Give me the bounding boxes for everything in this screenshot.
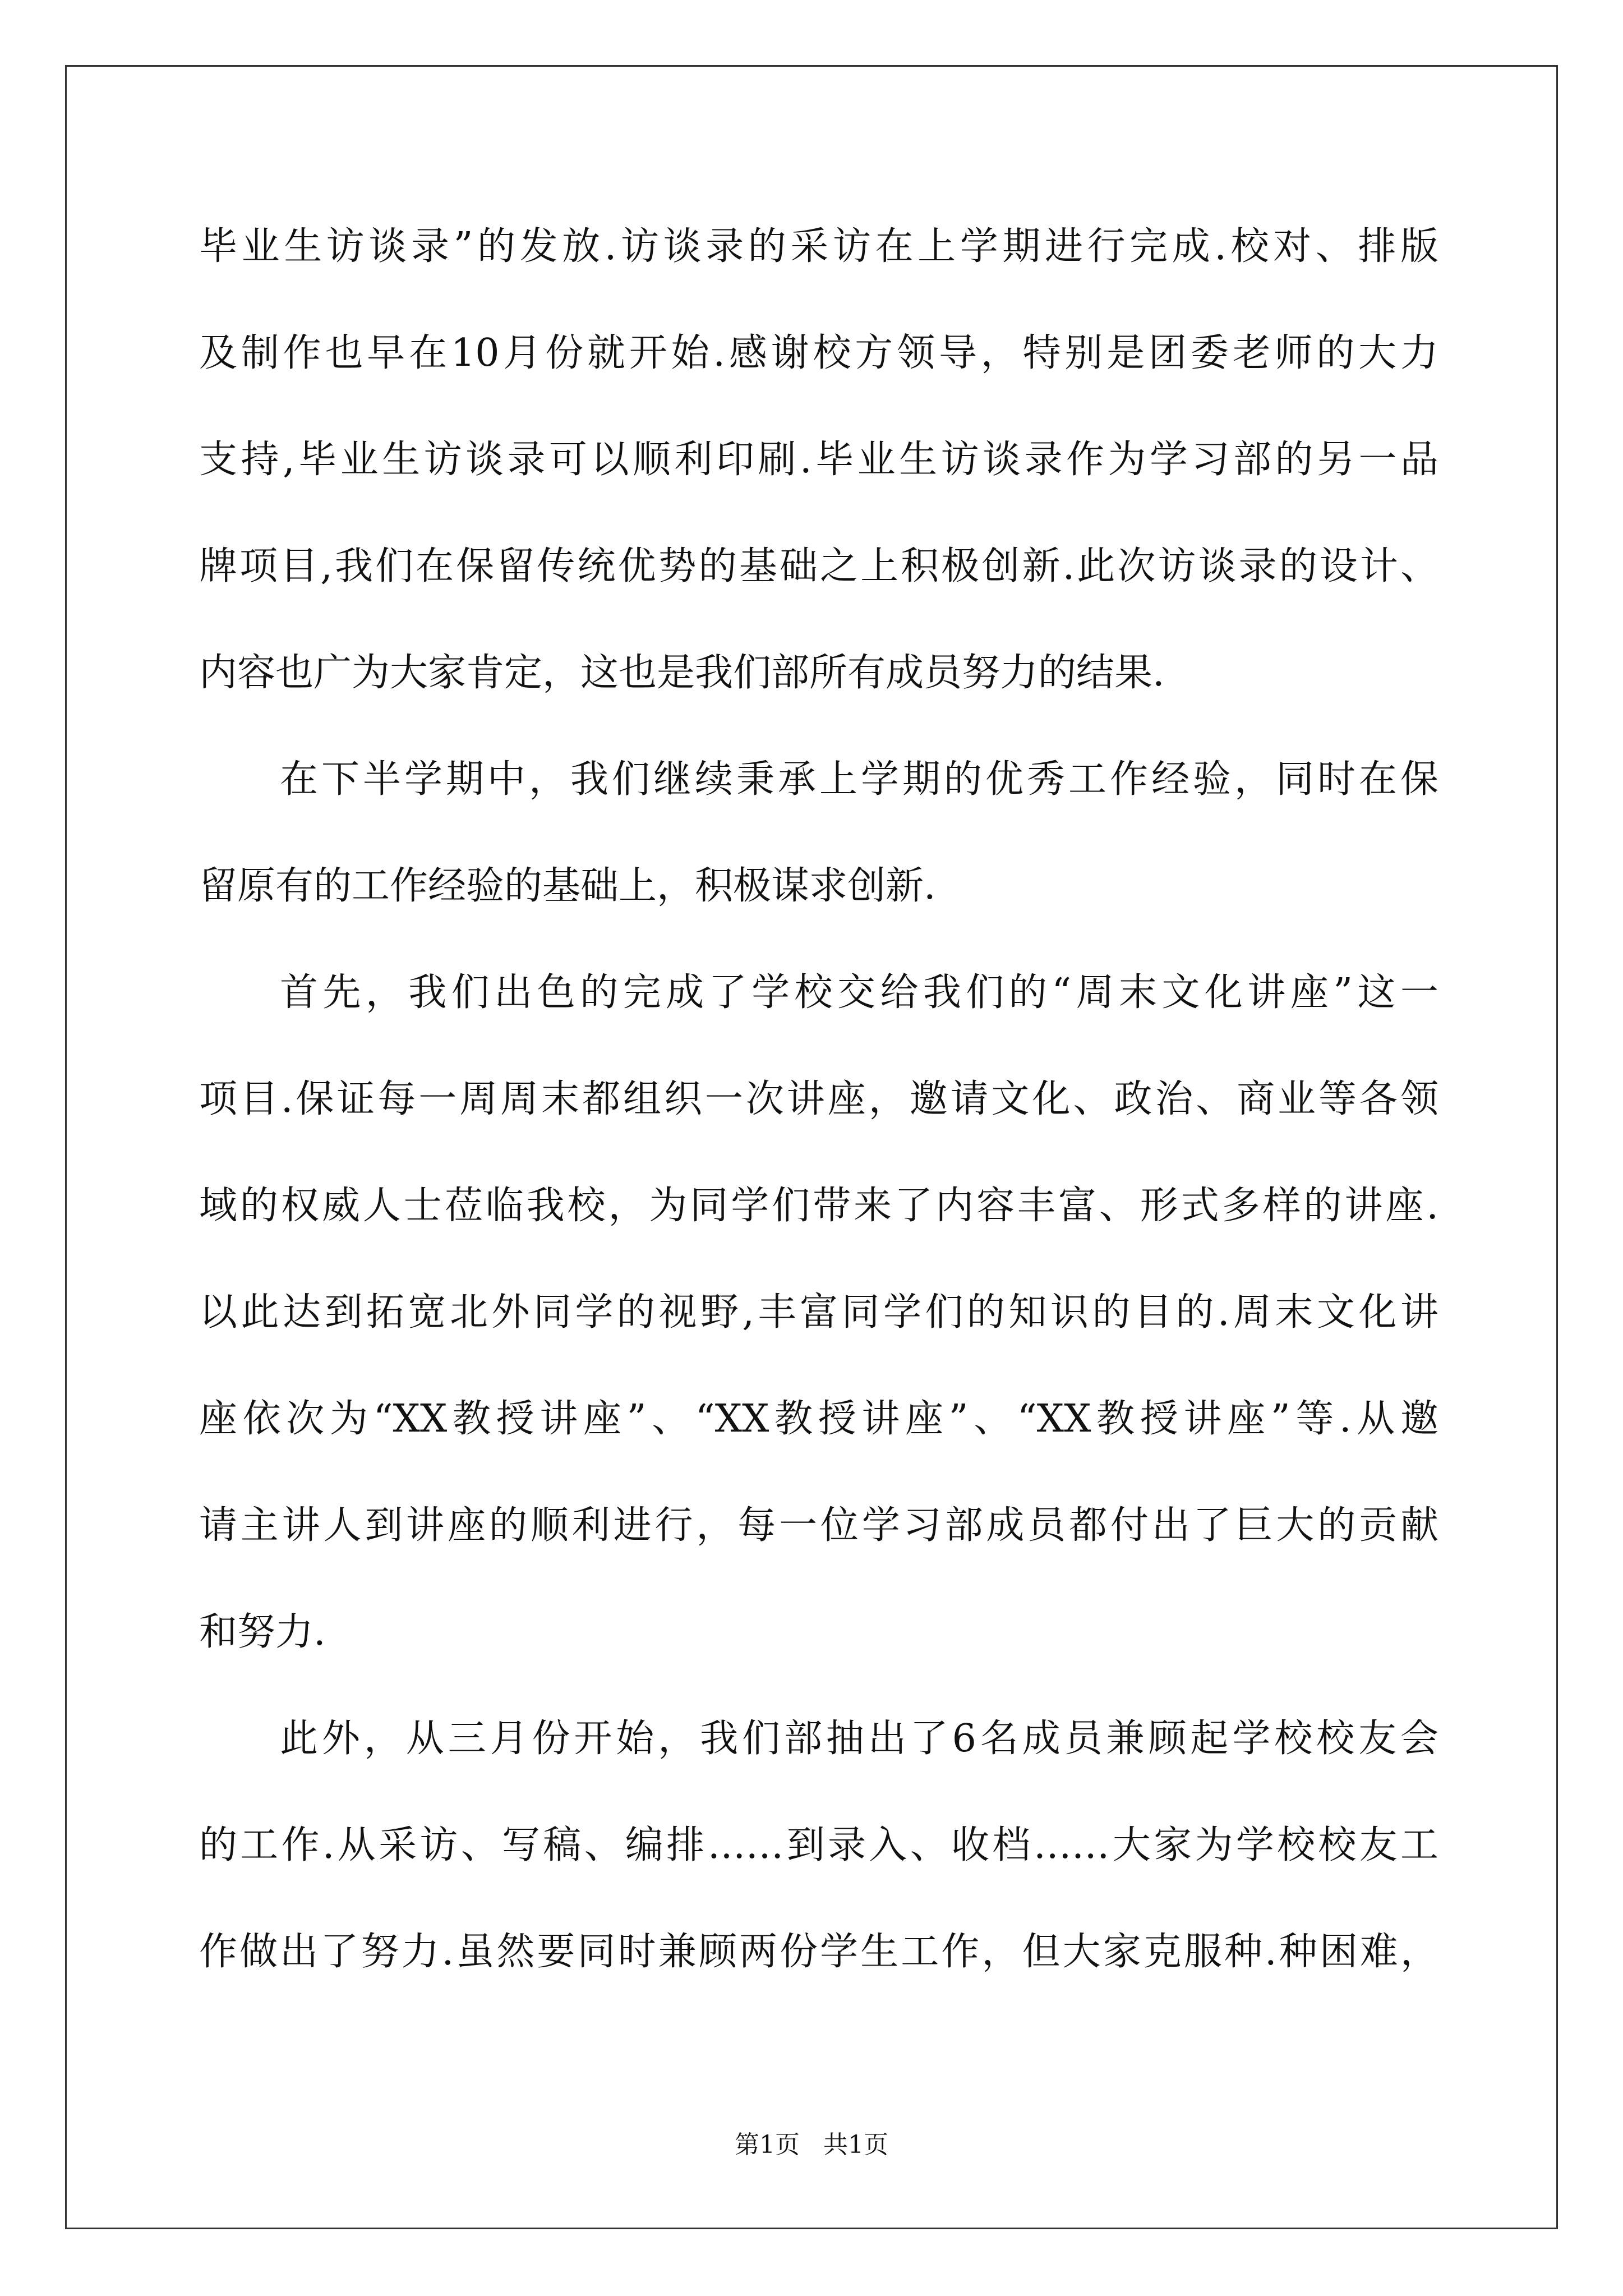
text-line: 留原有的工作经验的基础上，积极谋求创新. [199, 864, 936, 908]
text-line: 以此达到拓宽北外同学的视野,丰富同学们的知识的目的.周末文化讲 [199, 1290, 1438, 1335]
text-line: 毕业生访谈录”的发放.访谈录的采访在上学期进行完成.校对、排版 [199, 224, 1438, 269]
text-line: 域的权威人士莅临我校，为同学们带来了内容丰富、形式多样的讲座. [199, 1184, 1438, 1228]
text-line: 在下半学期中，我们继续秉承上学期的优秀工作经验，同时在保 [280, 757, 1438, 802]
page-footer: 第1页 共1页 [735, 2131, 888, 2159]
text-line: 项目.保证每一周周末都组织一次讲座，邀请文化、政治、商业等各领 [199, 1077, 1438, 1121]
text-line: 此外，从三月份开始，我们部抽出了6名成员兼顾起学校校友会 [280, 1717, 1438, 1761]
text-line: 支持,毕业生访谈录可以顺利印刷.毕业生访谈录作为学习部的另一品 [199, 438, 1438, 482]
text-line: 和努力. [199, 1610, 326, 1654]
text-line: 座依次为“XX教授讲座”、“XX教授讲座”、“XX教授讲座”等.从邀 [199, 1397, 1438, 1441]
text-line: 请主讲人到讲座的顺利进行，每一位学习部成员都付出了巨大的贡献 [199, 1503, 1438, 1548]
document-body [199, 194, 1438, 2005]
text-line: 及制作也早在10月份就开始.感谢校方领导，特别是团委老师的大力 [199, 331, 1438, 375]
text-line: 的工作.从采访、写稿、编排……到录入、收档……大家为学校校友工 [199, 1823, 1438, 1867]
text-line: 牌项目,我们在保留传统优势的基础之上积极创新.此次访谈录的设计、 [199, 544, 1438, 588]
text-line: 内容也广为大家肯定，这也是我们部所有成员努力的结果. [199, 651, 1165, 695]
text-line: 首先，我们出色的完成了学校交给我们的“周末文化讲座”这一 [280, 970, 1438, 1015]
text-line: 作做出了努力.虽然要同时兼顾两份学生工作，但大家克服种.种困难， [199, 1930, 1438, 1974]
